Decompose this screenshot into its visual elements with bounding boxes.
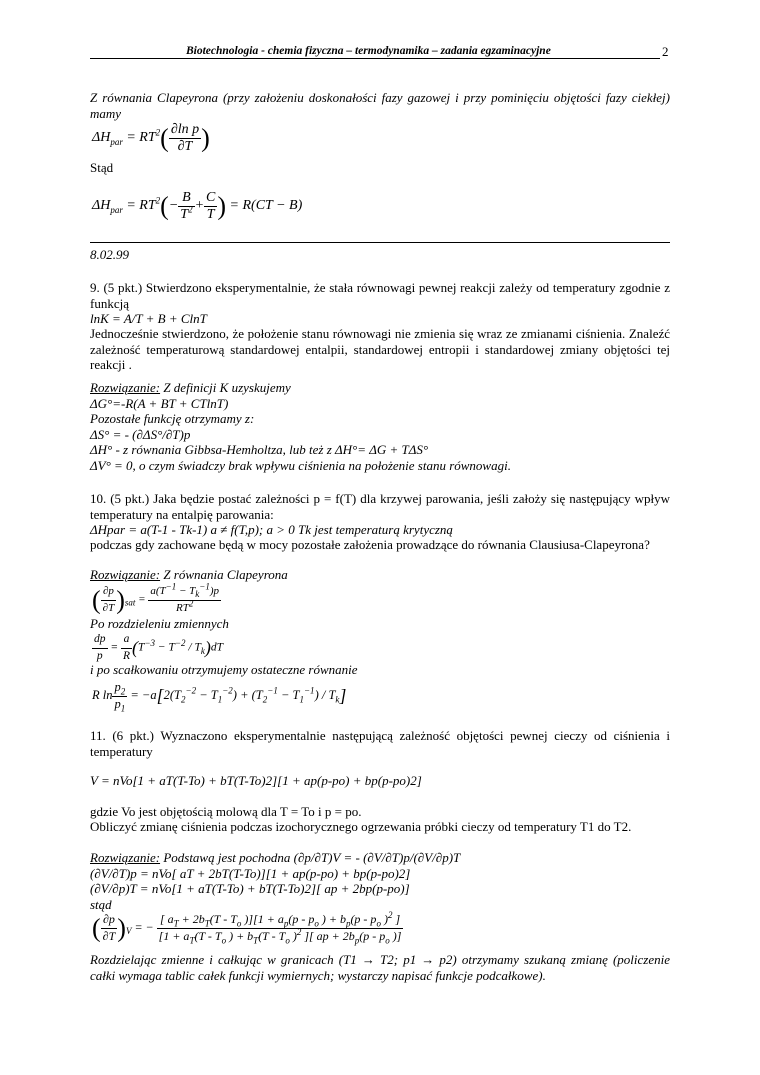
equation-hpar-2: $\Delta H_{par} = RT^2(-$ $\frac{B}{T^2}$ + $\frac{C}{T}$ ) = R(CT − B) bbox=[92, 190, 303, 222]
problem9-formula: lnK = A/T + B + ClnT bbox=[90, 311, 207, 326]
p11-sol-3: (∂V/∂p)T = nVo[1 + aT(T-To) + bT(T-To)2][ ap + 2bp(p-po)] bbox=[90, 881, 410, 896]
p11-sol-5: Rozdzielając zmienne i całkując w granicach (T1 → T2; p1 → p2) otrzymamy szukaną zmianę (policzenie całki wymaga tablic całek funkcji wymiernych; wystarczy napisać funkcje podcałkowe). bbox=[90, 952, 670, 983]
problem9-text: 9. (5 pkt.) Stwierdzono eksperymentalnie, że stała równowagi pewnej reakcji zależy od temperatury zgodnie z funkcją bbox=[90, 280, 670, 311]
problem10-sol-intro bbox=[90, 567, 670, 583]
p11-sol-4: stąd bbox=[90, 896, 112, 912]
problem11-solution bbox=[90, 850, 670, 912]
p11-sol-2: (∂V/∂T)p = nVo[ aT + 2bT(T-To)][1 + ap(p-po) + bp(p-po)2] bbox=[90, 865, 411, 881]
problem11-text3: Obliczyć zmianę ciśnienia podczas izochorycznego ogrzewania próbki cieczy od temperatury T1 do T2. bbox=[90, 819, 632, 834]
equation-dpdT-V: ( $\frac{\partial p}{\partial T}$ )$_V$ = − $\frac{[ a_T + 2b_T(T - T_o )][1 + a_p(p - p_o ) + b_p(p - p_o )^2 ]}{[1 + a_T(T - T_o ) + b_T(T - T_o )^2 ][ ap + 2b_p(p - p_o )]}$ bbox=[92, 910, 402, 945]
solution-label-11: Rozwiązanie: bbox=[90, 850, 161, 865]
eq1-rhs: = RT bbox=[126, 130, 156, 146]
p9-sol-1: Z definicji K uzyskujemy bbox=[160, 380, 291, 395]
eq1-sub: par bbox=[110, 137, 123, 148]
problem10-cond: ΔHpar = a(T-1 - Tk-1) a ≠ f(T,p); a > 0 Tk jest temperaturą krytyczną bbox=[90, 522, 453, 537]
header-title: Biotechnologia - chemia fizyczna – termodynamika – zadania egzaminacyjne bbox=[186, 45, 551, 57]
p9-sol-4: ΔS° = - (∂ΔS°/∂T)p bbox=[90, 426, 191, 442]
solution-label-10: Rozwiązanie: bbox=[90, 567, 161, 582]
solution-label-9: Rozwiązanie: bbox=[90, 380, 161, 395]
problem10-text: 10. (5 pkt.) Jaka będzie postać zależności p = f(T) dla krzywej parowania, jeśli założy się następujący wpływ temperatury na entalpię parowania: bbox=[90, 491, 670, 522]
p9-sol-5: ΔH° - z równania Gibbsa-Hemholtza, lub też z ΔH°= ΔG + TΔS° bbox=[90, 442, 429, 457]
problem9-solution bbox=[90, 380, 670, 473]
equation-integrated: R ln $\frac{p_2}{p_1}$ = $-a[2(T_2^{-2} - T_1^{-2}) + (T_2^{-1} - T_1^{-1}) / T_k]$ bbox=[92, 680, 347, 713]
p9-sol-6: ΔV° = 0, o czym świadczy brak wpływu ciśnienia na położenie stanu równowagi. bbox=[90, 457, 511, 473]
problem11-formula: V = nVo[1 + aT(T-To) + bT(T-To)2][1 + ap(p-po) + bp(p-po)2] bbox=[90, 773, 422, 788]
eq1-lhs: ΔH bbox=[92, 130, 111, 146]
p10-sol-3: i po scałkowaniu otrzymujemy ostateczne równanie bbox=[90, 662, 358, 677]
clapeyron-intro: Z równania Clapeyrona (przy założeniu doskonałości fazy gazowej i przy pominięciu objętości fazy ciekłej) mamy bbox=[90, 90, 670, 121]
date-label: 8.02.99 bbox=[90, 247, 129, 262]
problem9-text2: Jednocześnie stwierdzono, że położenie stanu równowagi nie zmienia się wraz ze zmianami ciśnienia. Znaleźć zależność temperaturową standardowej entalpii, standardowej entropii i standardowej zmiany objętości tej reakcji . bbox=[90, 326, 670, 372]
page-number: 2 bbox=[662, 44, 669, 59]
section-rule bbox=[90, 242, 670, 243]
equation-separated: $\frac{dp}{p}$ = $\frac{a}{R}$ $(T^{-3} - T^{-2} / T_k)dT$ bbox=[94, 633, 224, 662]
p9-sol-3: Pozostałe funkcję otrzymamy z: bbox=[90, 411, 255, 426]
p10-sol-1: Z równania Clapeyrona bbox=[160, 567, 288, 582]
p9-sol-2: ΔG°=-R(A + BT + CTlnT) bbox=[90, 395, 229, 411]
equation-dpdT: ( $\frac{\partial p}{\partial T}$ )$_{sat}$ = $\frac{a(T^{-1} - T_k^{-1})p}{RT^2}$ bbox=[92, 581, 220, 615]
problem11-text: 11. (6 pkt.) Wyznaczono eksperymentalnie następującą zależność objętości pewnej cieczy od ciśnienia i temperatury bbox=[90, 728, 670, 759]
header-rule bbox=[90, 58, 660, 59]
p10-sol-2: Po rozdzieleniu zmiennych bbox=[90, 616, 229, 631]
stad-label: Stąd bbox=[90, 160, 114, 175]
equation-hpar-1: $\Delta H_{par} = RT^2$( $\frac{\text{∂ln p}}{\partial T}$ ) bbox=[92, 122, 210, 154]
eq2-tail: = R(CT − B) bbox=[229, 198, 303, 214]
problem11-text2: gdzie Vo jest objętością molową dla T = To i p = po. bbox=[90, 804, 362, 819]
problem10-text2: podczas gdy zachowane będą w mocy pozostałe założenia prowadzące do równania Clausiusa-Clapeyrona? bbox=[90, 537, 650, 552]
p11-sol-1: Podstawą jest pochodna (∂p/∂T)V = - (∂V/∂T)p/(∂V/∂p)T bbox=[160, 850, 461, 865]
